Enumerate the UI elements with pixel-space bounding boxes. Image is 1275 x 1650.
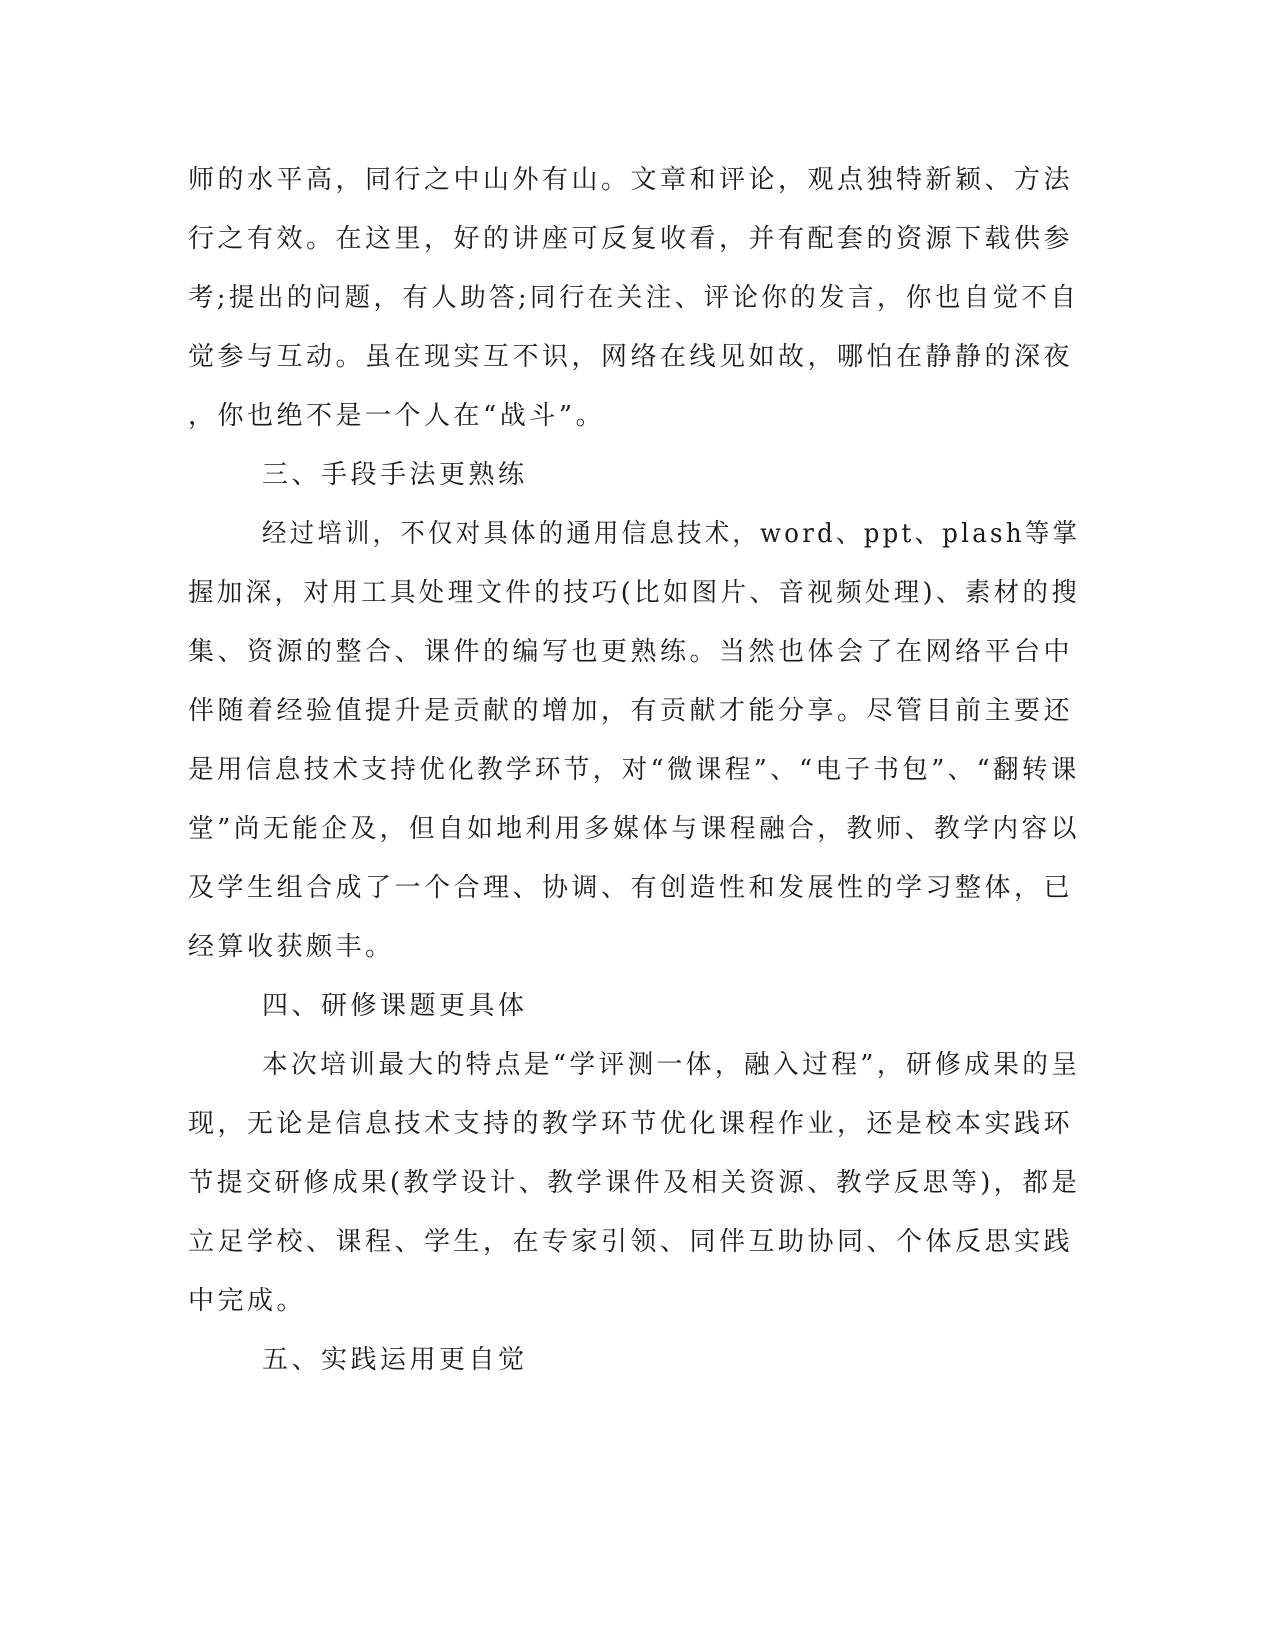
paragraph-line: 考;提出的问题，有人助答;同行在关注、评论你的发言，你也自觉不自 [188,283,1080,313]
paragraph-line: 及学生组合成了一个合理、协调、有创造性和发展性的学习整体，已 [188,873,1074,903]
section-heading: 四、研修课题更具体 [262,991,528,1021]
paragraph-line: 伴随着经验值提升是贡献的增加，有贡献才能分享。尽管目前主要还 [188,696,1074,726]
paragraph-line: 行之有效。在这里，好的讲座可反复收看，并有配套的资源下载供参 [188,224,1074,254]
paragraph-line: 觉参与互动。虽在现实互不识，网络在线见如故，哪怕在静静的深夜 [188,342,1074,372]
paragraph-line: 是用信息技术支持优化教学环节，对“微课程”、“电子书包”、“翻转课 [188,755,1080,785]
paragraph-line: 堂”尚无能企及，但自如地利用多媒体与课程融合，教师、教学内容以 [188,814,1080,844]
paragraph-line: 中完成。 [188,1286,307,1316]
paragraph-line: 师的水平高，同行之中山外有山。文章和评论，观点独特新颖、方法 [188,165,1074,195]
paragraph-first-line: 经过培训，不仅对具体的通用信息技术，word、ppt、plash等掌 [262,519,1081,549]
paragraph-line: 握加深，对用工具处理文件的技巧(比如图片、音视频处理)、素材的搜 [188,578,1081,608]
paragraph-first-line: 本次培训最大的特点是“学评测一体，融入过程”，研修成果的呈 [262,1050,1081,1080]
paragraph-line: ，你也绝不是一个人在“战斗”。 [188,401,606,431]
paragraph-line: 现，无论是信息技术支持的教学环节优化课程作业，还是校本实践环 [188,1109,1074,1139]
section-heading: 三、手段手法更熟练 [262,460,528,490]
paragraph-line: 集、资源的整合、课件的编写也更熟练。当然也体会了在网络平台中 [188,637,1074,667]
paragraph-line: 立足学校、课程、学生，在专家引领、同伴互助协同、个体反思实践 [188,1227,1074,1257]
paragraph-line: 经算收获颇丰。 [188,932,395,962]
paragraph-line: 节提交研修成果(教学设计、教学课件及相关资源、教学反思等)，都是 [188,1168,1081,1198]
section-heading: 五、实践运用更自觉 [262,1345,528,1375]
